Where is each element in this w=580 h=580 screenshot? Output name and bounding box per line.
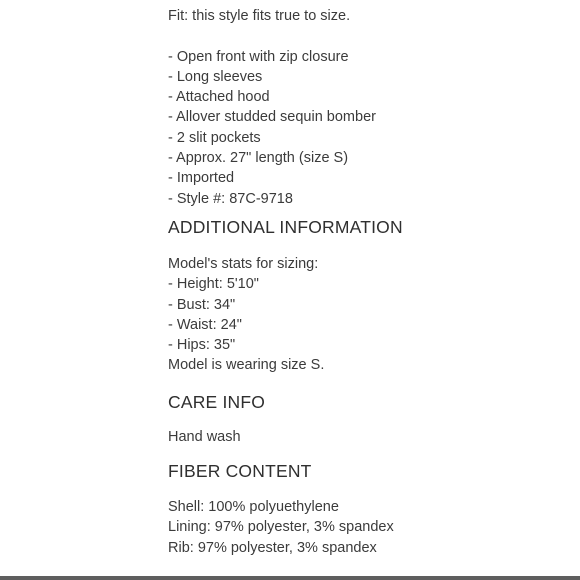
- model-stats-intro: Model's stats for sizing:: [168, 255, 319, 272]
- model-stats-section: [168, 254, 568, 376]
- feature-item: - Imported: [168, 170, 235, 187]
- fiber-content-list: [168, 497, 568, 558]
- feature-item: - Allover studded sequin bomber: [168, 109, 376, 126]
- feature-item: - Long sleeves: [168, 68, 263, 85]
- feature-item: - Open front with zip closure: [168, 48, 349, 65]
- fiber-content-heading: FIBER CONTENT: [168, 461, 312, 482]
- model-size-note: Model is wearing size S.: [168, 357, 325, 374]
- fiber-item: Rib: 97% polyester, 3% spandex: [168, 539, 377, 556]
- feature-list: [168, 47, 568, 209]
- model-stat-item: - Bust: 34": [168, 296, 236, 313]
- feature-item: - Attached hood: [168, 89, 270, 106]
- feature-item: - 2 slit pockets: [168, 129, 261, 146]
- care-instructions: Hand wash: [168, 428, 241, 445]
- model-stat-item: - Waist: 24": [168, 316, 242, 333]
- care-info-heading: CARE INFO: [168, 391, 266, 412]
- fit-note: Fit: this style fits true to size.: [168, 8, 351, 24]
- additional-information-heading: ADDITIONAL INFORMATION: [168, 216, 403, 237]
- bottom-divider: [0, 576, 580, 580]
- model-stat-item: - Height: 5'10": [168, 276, 259, 293]
- fiber-item: Shell: 100% polyuethylene: [168, 499, 339, 516]
- feature-item: - Style #: 87C-9718: [168, 190, 293, 207]
- feature-item: - Approx. 27" length (size S): [168, 150, 349, 167]
- product-description: [168, 6, 568, 558]
- fiber-item: Lining: 97% polyester, 3% spandex: [168, 519, 394, 536]
- model-stat-item: - Hips: 35": [168, 337, 236, 354]
- spacer: [168, 26, 568, 46]
